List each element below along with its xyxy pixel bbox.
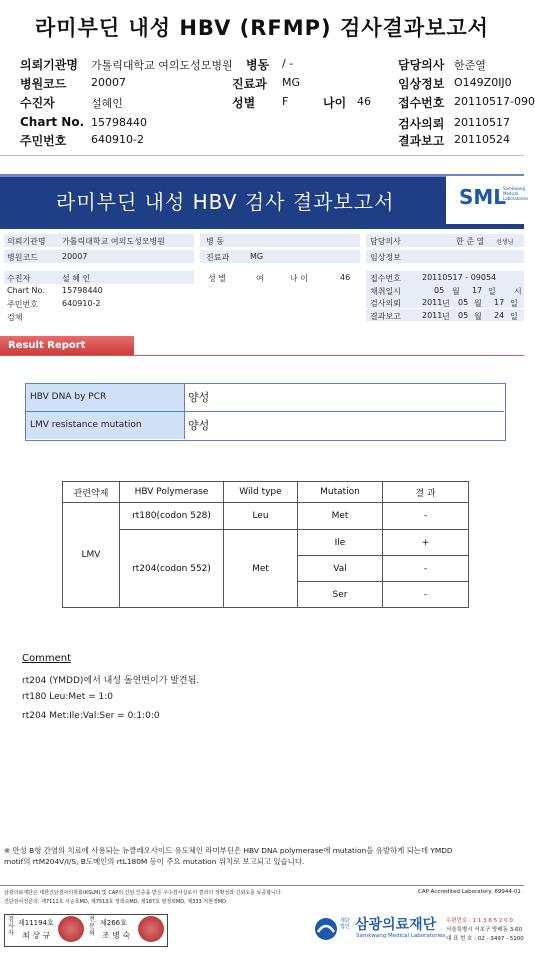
license2-name: 조 병 숙 bbox=[102, 931, 131, 940]
contact-phone: 대 표 번 호 : 02 - 3497 - 5100 bbox=[446, 936, 524, 942]
foundation-english-name: Samkwang Medical Laboratories bbox=[356, 933, 446, 939]
result-row-divider bbox=[26, 411, 504, 412]
sml-logo-subtitle: Samkwang Medical Laboratories bbox=[503, 186, 529, 201]
r-ward-label: 병 동 bbox=[206, 237, 224, 246]
hospital-code-label: 병원코드 bbox=[20, 77, 67, 91]
mutation-table bbox=[62, 481, 469, 608]
patient-value: 설혜인 bbox=[91, 97, 123, 110]
r-result-report-label: 결과보고 bbox=[370, 312, 401, 321]
r-collection-day-unit: 일 bbox=[488, 287, 496, 296]
samkwang-logo-icon bbox=[314, 916, 338, 942]
note-line: ※ 만성 B형 간염의 치료에 사용되는 뉴클레오사이드 유도체인 라미부딘은 HBV DNA polymerase에 mutation을 유발하게 되는데 YMDD bbox=[4, 846, 453, 855]
result-column-divider bbox=[184, 384, 185, 439]
th-drug: 관련약제 bbox=[63, 482, 120, 503]
chart-label: Chart No. bbox=[20, 115, 85, 129]
r-hospital-code-label: 병원코드 bbox=[7, 253, 38, 262]
doctor-value: 한준열 bbox=[454, 59, 486, 72]
age-value: 46 bbox=[357, 95, 371, 108]
cell-mutation-val: Val bbox=[298, 556, 383, 582]
th-mutation: Mutation bbox=[298, 482, 383, 503]
age-label: 나이 bbox=[323, 96, 347, 110]
license1-seal-icon bbox=[58, 916, 84, 942]
chart-value: 15798440 bbox=[91, 116, 147, 129]
r-test-request-month: 05 bbox=[458, 298, 469, 307]
r-patient-label: 수진자 bbox=[7, 274, 31, 283]
r-doctor-suffix: 선생님 bbox=[496, 239, 514, 246]
r-collection-month: 05 bbox=[434, 286, 445, 295]
th-polymerase: HBV Polymerase bbox=[120, 482, 224, 503]
r-department-label: 진료과 bbox=[206, 253, 230, 262]
r-test-request-year: 2011 bbox=[422, 298, 443, 307]
test-request-label: 검사의뢰 bbox=[398, 117, 445, 131]
doctor-label: 담당의사 bbox=[398, 58, 445, 72]
license1-number: 제11194호 bbox=[18, 919, 54, 927]
comment-line: rt180 Leu:Met = 1:0 bbox=[22, 692, 113, 702]
cell-wild-rt204: Met bbox=[224, 530, 298, 608]
table-row bbox=[63, 503, 469, 530]
r-test-request-day: 17 bbox=[494, 298, 505, 307]
r-clinical-info-label: 임상정보 bbox=[370, 253, 401, 262]
result-report-label: 결과보고 bbox=[398, 134, 445, 148]
license2-seal-icon bbox=[138, 916, 164, 942]
r-result-report-year: 2011 bbox=[422, 311, 443, 320]
id-label: 주민번호 bbox=[20, 134, 67, 148]
license1-name: 최 상 규 bbox=[22, 931, 51, 940]
r-department-value: MG bbox=[250, 252, 264, 261]
cell-drug: LMV bbox=[63, 503, 120, 608]
cell-result-val: - bbox=[383, 556, 469, 582]
result-report-rule bbox=[0, 355, 524, 356]
result-report-value: 20110524 bbox=[454, 133, 510, 146]
cell-mutation-ser: Ser bbox=[298, 582, 383, 608]
hbv-dna-label: HBV DNA by PCR bbox=[30, 392, 107, 402]
r-age-value: 46 bbox=[340, 273, 351, 282]
lmv-mutation-label: LMV resistance mutation bbox=[30, 420, 142, 430]
r-collection-month-unit: 월 bbox=[452, 287, 460, 296]
r-receipt-label: 접수번호 bbox=[370, 274, 401, 283]
clinical-info-value: O149Z0IJ0 bbox=[454, 76, 512, 89]
comment-line: rt204 Met:Ile:Val:Ser = 0:1:0:0 bbox=[22, 711, 160, 721]
th-wild-type: Wild type bbox=[224, 482, 298, 503]
cell-result-ser: - bbox=[383, 582, 469, 608]
cell-result-ile: + bbox=[383, 530, 469, 556]
sex-label: 성별 bbox=[232, 96, 256, 110]
r-day-unit: 일 bbox=[510, 299, 518, 308]
r-specimen-label: 검체 bbox=[7, 313, 23, 322]
hbv-dna-value: 양성 bbox=[188, 391, 210, 404]
ordering-institution-label: 의뢰기관명 bbox=[20, 58, 78, 72]
r-chart-label: Chart No. bbox=[7, 286, 45, 295]
cell-mutation-rt180: Met bbox=[298, 503, 383, 530]
hospital-code-value: 20007 bbox=[91, 76, 126, 89]
row-shade bbox=[200, 234, 360, 247]
r-sex-value: 여 bbox=[256, 274, 264, 283]
cell-position-rt180: rt180(codon 528) bbox=[120, 503, 224, 530]
department-label: 진료과 bbox=[232, 77, 267, 91]
comment-line: rt204 (YMDD)에서 내성 돌연변이가 발견됨. bbox=[22, 676, 200, 686]
r-collection-day: 17 bbox=[472, 286, 483, 295]
r-hospital-code-value: 20007 bbox=[62, 252, 88, 261]
ward-label: 병동 bbox=[246, 58, 270, 72]
footer-divider bbox=[0, 885, 524, 886]
contact-address: 서울특별시 서초구 방배동 3-60 bbox=[446, 927, 523, 933]
specialists-text: 진단검사전문의: 제7111호 서순호MD, 제7513호 정희숙MD, 제187호 염정희MD, 제333 지현정MD bbox=[4, 899, 226, 905]
id-value: 640910-2 bbox=[91, 133, 144, 146]
license2-number: 제266호 bbox=[100, 919, 127, 927]
sex-value: F bbox=[282, 95, 289, 108]
r-sex-label: 성 별 bbox=[208, 274, 226, 283]
r-chart-value: 15798440 bbox=[62, 286, 103, 295]
report-title: 라미부딘 내성 HBV 검사 결과보고서 bbox=[56, 190, 395, 214]
license1-label: 검 사 자 bbox=[8, 916, 14, 937]
r-test-request-label: 검사의뢰 bbox=[370, 299, 401, 308]
document-title: 라미부딘 내성 HBV (RFMP) 검사결과보고서 bbox=[35, 16, 489, 40]
patient-label: 수진자 bbox=[20, 96, 55, 110]
r-result-report-day: 24 bbox=[494, 311, 505, 320]
r-receipt-value: 20110517 - 09054 bbox=[422, 273, 497, 282]
r-year-unit: 년 bbox=[442, 312, 450, 321]
department-value: MG bbox=[282, 76, 301, 89]
foundation-prefix: 재단 법인 bbox=[340, 918, 350, 930]
receipt-value: 20110517-090 bbox=[454, 95, 535, 108]
contact-postcode: 우편번호 : 1 1 3 6 5 2 0 0 bbox=[446, 918, 513, 924]
r-month-unit: 월 bbox=[474, 312, 482, 321]
r-collection-label: 채취일시 bbox=[370, 287, 401, 296]
r-collection-hour-unit: 시 bbox=[514, 287, 522, 296]
r-month-unit: 월 bbox=[474, 299, 482, 308]
r-day-unit: 일 bbox=[510, 312, 518, 321]
accreditation-text: 삼광의료재단은 대한진단검사의학회(KSLM) 및 CAP의 신임 인증을 받은 우수검사실로서 결과의 정확성과 신뢰도를 보증합니다. bbox=[4, 890, 283, 896]
th-result: 결 과 bbox=[383, 482, 469, 503]
cap-text: CAP Accredited Laboratory. 69944-01 bbox=[418, 889, 521, 895]
ordering-institution-value: 가톨릭대학교 여의도성모병원 bbox=[91, 59, 233, 72]
lmv-mutation-value: 양성 bbox=[188, 419, 210, 432]
r-doctor-value: 한 준 열 bbox=[456, 237, 485, 246]
clinical-info-label: 임상정보 bbox=[398, 77, 445, 91]
ward-value: / - bbox=[282, 57, 294, 70]
r-id-value: 640910-2 bbox=[62, 299, 101, 308]
r-id-label: 주민번호 bbox=[7, 300, 38, 309]
cell-result-rt180: - bbox=[383, 503, 469, 530]
cell-mutation-ile: Ile bbox=[298, 530, 383, 556]
cell-position-rt204: rt204(codon 552) bbox=[120, 530, 224, 608]
section-divider bbox=[0, 155, 524, 156]
cell-wild-rt180: Leu bbox=[224, 503, 298, 530]
r-patient-value: 설 혜 인 bbox=[62, 274, 91, 283]
r-institution-value: 가톨릭대학교 여의도성모병원 bbox=[62, 237, 166, 246]
result-report-heading: Result Report bbox=[8, 340, 86, 351]
r-doctor-label: 담당의사 bbox=[370, 237, 401, 246]
r-result-report-month: 05 bbox=[458, 311, 469, 320]
r-year-unit: 년 bbox=[442, 299, 450, 308]
row-shade bbox=[4, 271, 194, 284]
sml-logo: SML bbox=[459, 185, 507, 209]
table-row bbox=[63, 530, 469, 556]
note-line: motif의 rtM204V/I/S, B도메인의 rtL180M 등이 주요 mutation 위치로 보고되고 있습니다. bbox=[4, 857, 305, 866]
r-institution-label: 의뢰기관명 bbox=[7, 237, 46, 246]
license2-label: 전 문 의 bbox=[89, 916, 95, 937]
r-age-label: 나 이 bbox=[290, 274, 308, 283]
foundation-name: 삼광의료재단 bbox=[355, 917, 437, 933]
comment-heading: Comment bbox=[22, 653, 71, 664]
receipt-label: 접수번호 bbox=[398, 96, 445, 110]
test-request-value: 20110517 bbox=[454, 116, 510, 129]
